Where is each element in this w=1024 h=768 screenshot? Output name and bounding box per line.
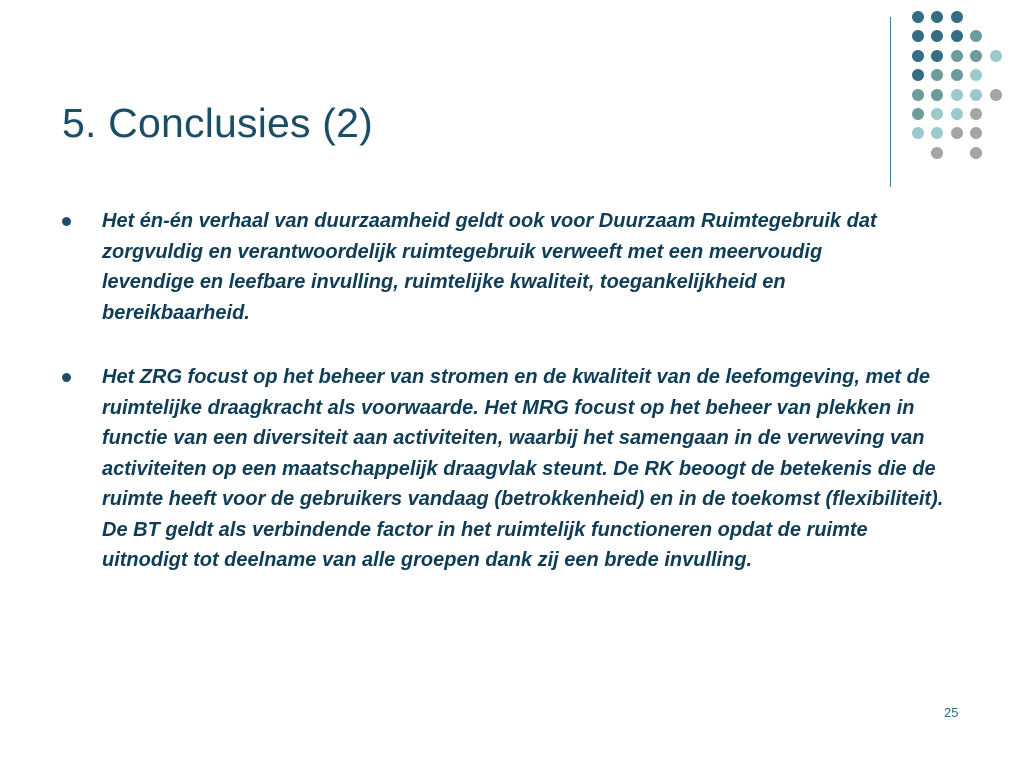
bullet-dot-icon <box>62 373 71 382</box>
bullet-list <box>62 206 942 610</box>
decorative-dot <box>912 11 924 23</box>
vertical-divider-line <box>890 17 891 187</box>
bullet-item <box>62 206 892 328</box>
decorative-dot <box>912 69 924 81</box>
bullet-item <box>62 362 952 576</box>
decorative-dot <box>931 127 943 139</box>
bullet-dot-icon <box>62 217 71 226</box>
decorative-dot <box>931 11 943 23</box>
decorative-dot <box>951 69 963 81</box>
decorative-dot <box>990 50 1002 62</box>
decorative-dot <box>951 127 963 139</box>
decorative-dot <box>970 108 982 120</box>
decorative-dot <box>931 147 943 159</box>
decorative-dot <box>970 127 982 139</box>
decorative-dot <box>931 89 943 101</box>
decorative-dot <box>931 108 943 120</box>
slide-title: 5. Conclusies (2) <box>62 100 374 146</box>
bullet-text: Het én-én verhaal van duurzaamheid geldt ook voor Duurzaam Ruimtegebruik dat zorgvuldig en verantwoordelijk ruimtegebruik verweeft met een meervoudig levendige en leefbare invulling, ruimtelijke kwaliteit, toegankelijkheid en bereikbaarheid. <box>102 210 877 324</box>
decorative-dot <box>912 50 924 62</box>
decorative-dot <box>912 89 924 101</box>
decorative-dot <box>970 89 982 101</box>
bullet-text: Het ZRG focust op het beheer van stromen en de kwaliteit van de leefomgeving, met de ruimtelijke draagkracht als voorwaarde. Het MRG focust op het beheer van plekken in functie van een diversiteit aan activiteiten, waarbij het samengaan in de verweving van activiteiten op een maatschappelijk draagvlak steunt. De RK beoogt de betekenis die de ruimte heeft voor de gebruikers vandaag (betrokkenheid) en in de toekomst (flexibiliteit). De BT geldt als verbindende factor in het ruimtelijk functioneren opdat de ruimte uitnodigt tot deelname van alle groepen dank zij een brede invulling. <box>102 366 944 571</box>
decorative-dot <box>970 147 982 159</box>
decorative-dot <box>951 30 963 42</box>
decorative-dot <box>951 50 963 62</box>
decorative-dot <box>912 30 924 42</box>
decorative-dot <box>951 89 963 101</box>
decorative-dot <box>931 50 943 62</box>
decorative-dot <box>951 108 963 120</box>
decorative-dot <box>912 127 924 139</box>
decorative-dot <box>970 50 982 62</box>
decorative-dot <box>990 89 1002 101</box>
decorative-dot <box>931 30 943 42</box>
decorative-dot <box>951 11 963 23</box>
decorative-dot <box>970 30 982 42</box>
decorative-dot <box>912 108 924 120</box>
page-number: 25 <box>944 705 959 720</box>
decorative-dot <box>931 69 943 81</box>
decorative-dot <box>970 69 982 81</box>
